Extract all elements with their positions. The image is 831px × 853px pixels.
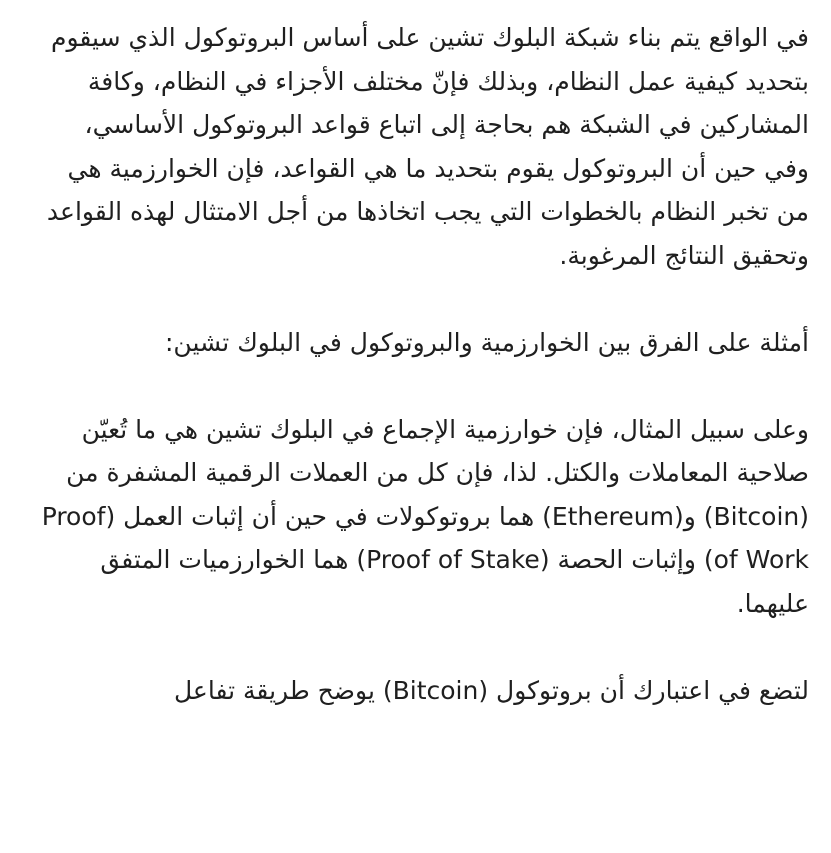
paragraph-consensus-example: وعلى سبيل المثال، فإن خوارزمية الإجماع في البلوك تشين هي ما تُعيّن صلاحية المعاملات والكتل. لذا، فإن كل من العملات الرقمية المشفرة من (Bitcoin) و(Ethereum) هما بروتوكولات في حين أن إثبات العمل (Proof of Work) وإثبات الحصة (Proof of Stake) هما الخوارزميات المتفق عليهما. [41,414,809,618]
paragraph-bitcoin-protocol: لتضع في اعتبارك أن بروتوكول (Bitcoin) يوضح طريقة تفاعل [174,675,809,705]
paragraph-examples-heading: أمثلة على الفرق بين الخوارزمية والبروتوكول في البلوك تشين: [165,327,809,357]
paragraph-protocol-intro: في الواقع يتم بناء شبكة البلوك تشين على أساس البروتوكول الذي سيقوم بتحديد كيفية عمل النظام، وبذلك فإنّ مختلف الأجزاء في النظام، وكافة المشاركين في الشبكة هم بحاجة إلى اتباع قواعد البروتوكول الأساسي، وفي حين أن البروتوكول يقوم بتحديد ما هي القواعد، فإن الخوارزمية هي من تخبر النظام بالخطوات التي يجب اتخاذها من أجل الامتثال لهذه القواعد وتحقيق النتائج المرغوبة. [46,23,809,270]
